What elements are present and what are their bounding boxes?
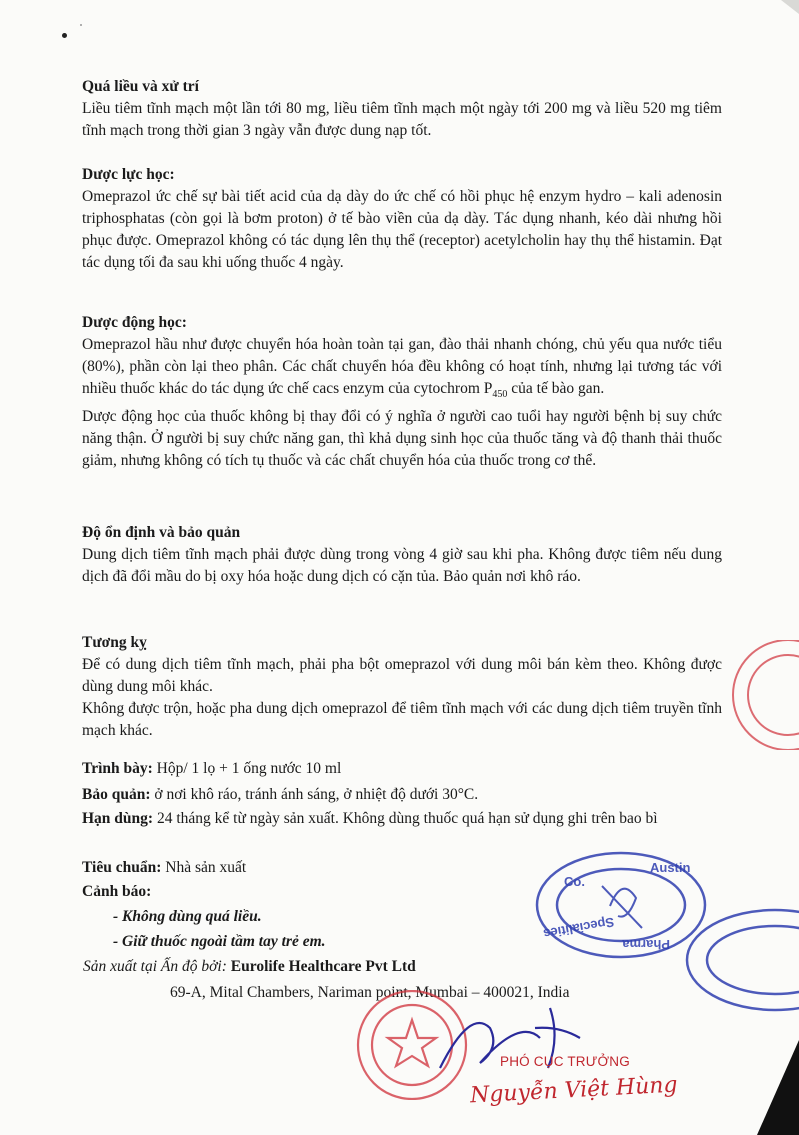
scan-edge-shadow <box>757 1040 799 1135</box>
section-heading: Độ ổn định và bảo quản <box>82 524 241 541</box>
stamp-text: Specialities <box>542 914 616 942</box>
expiry-value: 24 tháng kể từ ngày sản xuất. Không dùng thuốc quá hạn sử dụng ghi trên bao bì <box>153 810 658 827</box>
section-paragraph: Không được trộn, hoặc pha dung dịch omeprazol để tiêm tĩnh mạch với các dung dịch tiêm truyền tĩnh mạch khác. <box>82 700 722 739</box>
standard-value: Nhà sản xuất <box>161 859 247 876</box>
manufacturer-line <box>83 956 416 978</box>
expiry-label: Hạn dùng: <box>82 810 154 827</box>
section-heading: Dược động học: <box>82 314 187 331</box>
page-corner-fold <box>781 0 799 14</box>
section-paragraph: Liều tiêm tĩnh mạch một lần tới 80 mg, liều tiêm tĩnh mạch một ngày tới 200 mg và liều 520 mg tiêm tĩnh mạch trong thời gian 3 ngày vẫn được dung nạp tốt. <box>82 100 722 139</box>
storage-line <box>82 784 722 806</box>
scan-speck <box>62 33 67 38</box>
manufacturer-name: Eurolife Healthcare Pvt Ltd <box>230 958 416 975</box>
red-stamp-fragment <box>718 640 799 750</box>
section-stability-storage <box>82 522 722 588</box>
section-paragraph: Dược động học của thuốc không bị thay đổi có ý nghĩa ở người cao tuổi hay người bệnh bị suy chức năng thận. Ở người bị suy chức năng gan, thì khả dụng sinh học của thuốc tăng và độ thanh thải thuốc giảm, nhưng không có tích tụ thuốc và các chất chuyển hóa của thuốc trong cơ thể. <box>82 408 722 470</box>
section-heading: Quá liều và xử trí <box>82 78 199 95</box>
section-paragraph: Dung dịch tiêm tĩnh mạch phải được dùng trong vòng 4 giờ sau khi pha. Không được tiêm nếu dung dịch đã đổi mầu do bị oxy hóa hoặc dung dịch có cặn tủa. Bảo quản nơi khô ráo. <box>82 546 722 585</box>
warning-item: - Không dùng quá liều. <box>113 908 262 925</box>
company-stamp-partial <box>680 905 799 1015</box>
section-heading: Dược lực học: <box>82 166 175 183</box>
subscript: 450 <box>492 389 508 401</box>
presentation-line <box>82 758 722 780</box>
scan-speck <box>80 24 82 26</box>
presentation-value: Hộp/ 1 lọ + 1 ống nước 10 ml <box>152 760 342 777</box>
signatory-title: PHÓ CỤC TRƯỞNG <box>500 1054 630 1069</box>
warning-label: Cảnh báo: <box>82 883 152 900</box>
manufacturer-address: 69-A, Mital Chambers, Nariman point, Mumbai – 400021, India <box>170 984 570 1001</box>
standard-label: Tiêu chuẩn: <box>82 859 162 876</box>
signatory-name: Nguyễn Việt Hùng <box>469 1072 679 1109</box>
section-incompatibilities <box>82 632 722 742</box>
section-pharmacokinetics <box>82 312 722 472</box>
section-paragraph <box>82 334 722 406</box>
stamp-text: Austin <box>650 860 691 875</box>
section-overdose <box>82 76 722 142</box>
section-paragraph: Để có dung dịch tiêm tĩnh mạch, phải pha bột omeprazol với dung môi bán kèm theo. Không được dùng dung môi khác. <box>82 656 722 695</box>
manufacturer-prefix: Sản xuất tại Ấn độ bởi: <box>83 958 227 975</box>
stamp-text: Pharma <box>622 937 670 952</box>
expiry-line <box>82 808 722 830</box>
presentation-label: Trình bày: <box>82 760 153 777</box>
warning-item: - Giữ thuốc ngoài tầm tay trẻ em. <box>113 933 326 950</box>
section-heading: Tương kỵ <box>82 634 147 651</box>
storage-label: Bảo quản: <box>82 786 151 803</box>
section-paragraph: Omeprazol ức chế sự bài tiết acid của dạ dày do ức chế có hồi phục hệ enzym hydro – kali adenosin triphosphatas (còn gọi là bơm proton) ở tế bào viền của dạ dày. Tác dụng nhanh, kéo dài nhưng hồi phục được. Omeprazol không có tác dụng lên thụ thể (receptor) acetylcholin hay thụ thể histamin. Đạt tác dụng tối đa sau khi uống thuốc 4 ngày. <box>82 188 722 271</box>
stamp-text: Co. <box>564 874 585 889</box>
paragraph-text: Omeprazol hầu như được chuyển hóa hoàn toàn tại gan, đào thải nhanh chóng, chủ yếu qua nước tiểu (80%), phần còn lại theo phân. Các chất chuyển hóa đều không có hoạt tính, nhưng lại tương tác với nhiều thuốc khác do tác dụng ức chế cacs enzym của cytochrom P <box>82 336 722 397</box>
paragraph-text-tail: của tế bào gan. <box>507 380 605 397</box>
section-pharmacodynamics <box>82 164 722 274</box>
storage-value: ở nơi khô ráo, tránh ánh sáng, ở nhiệt độ dưới 30°C. <box>150 786 479 803</box>
